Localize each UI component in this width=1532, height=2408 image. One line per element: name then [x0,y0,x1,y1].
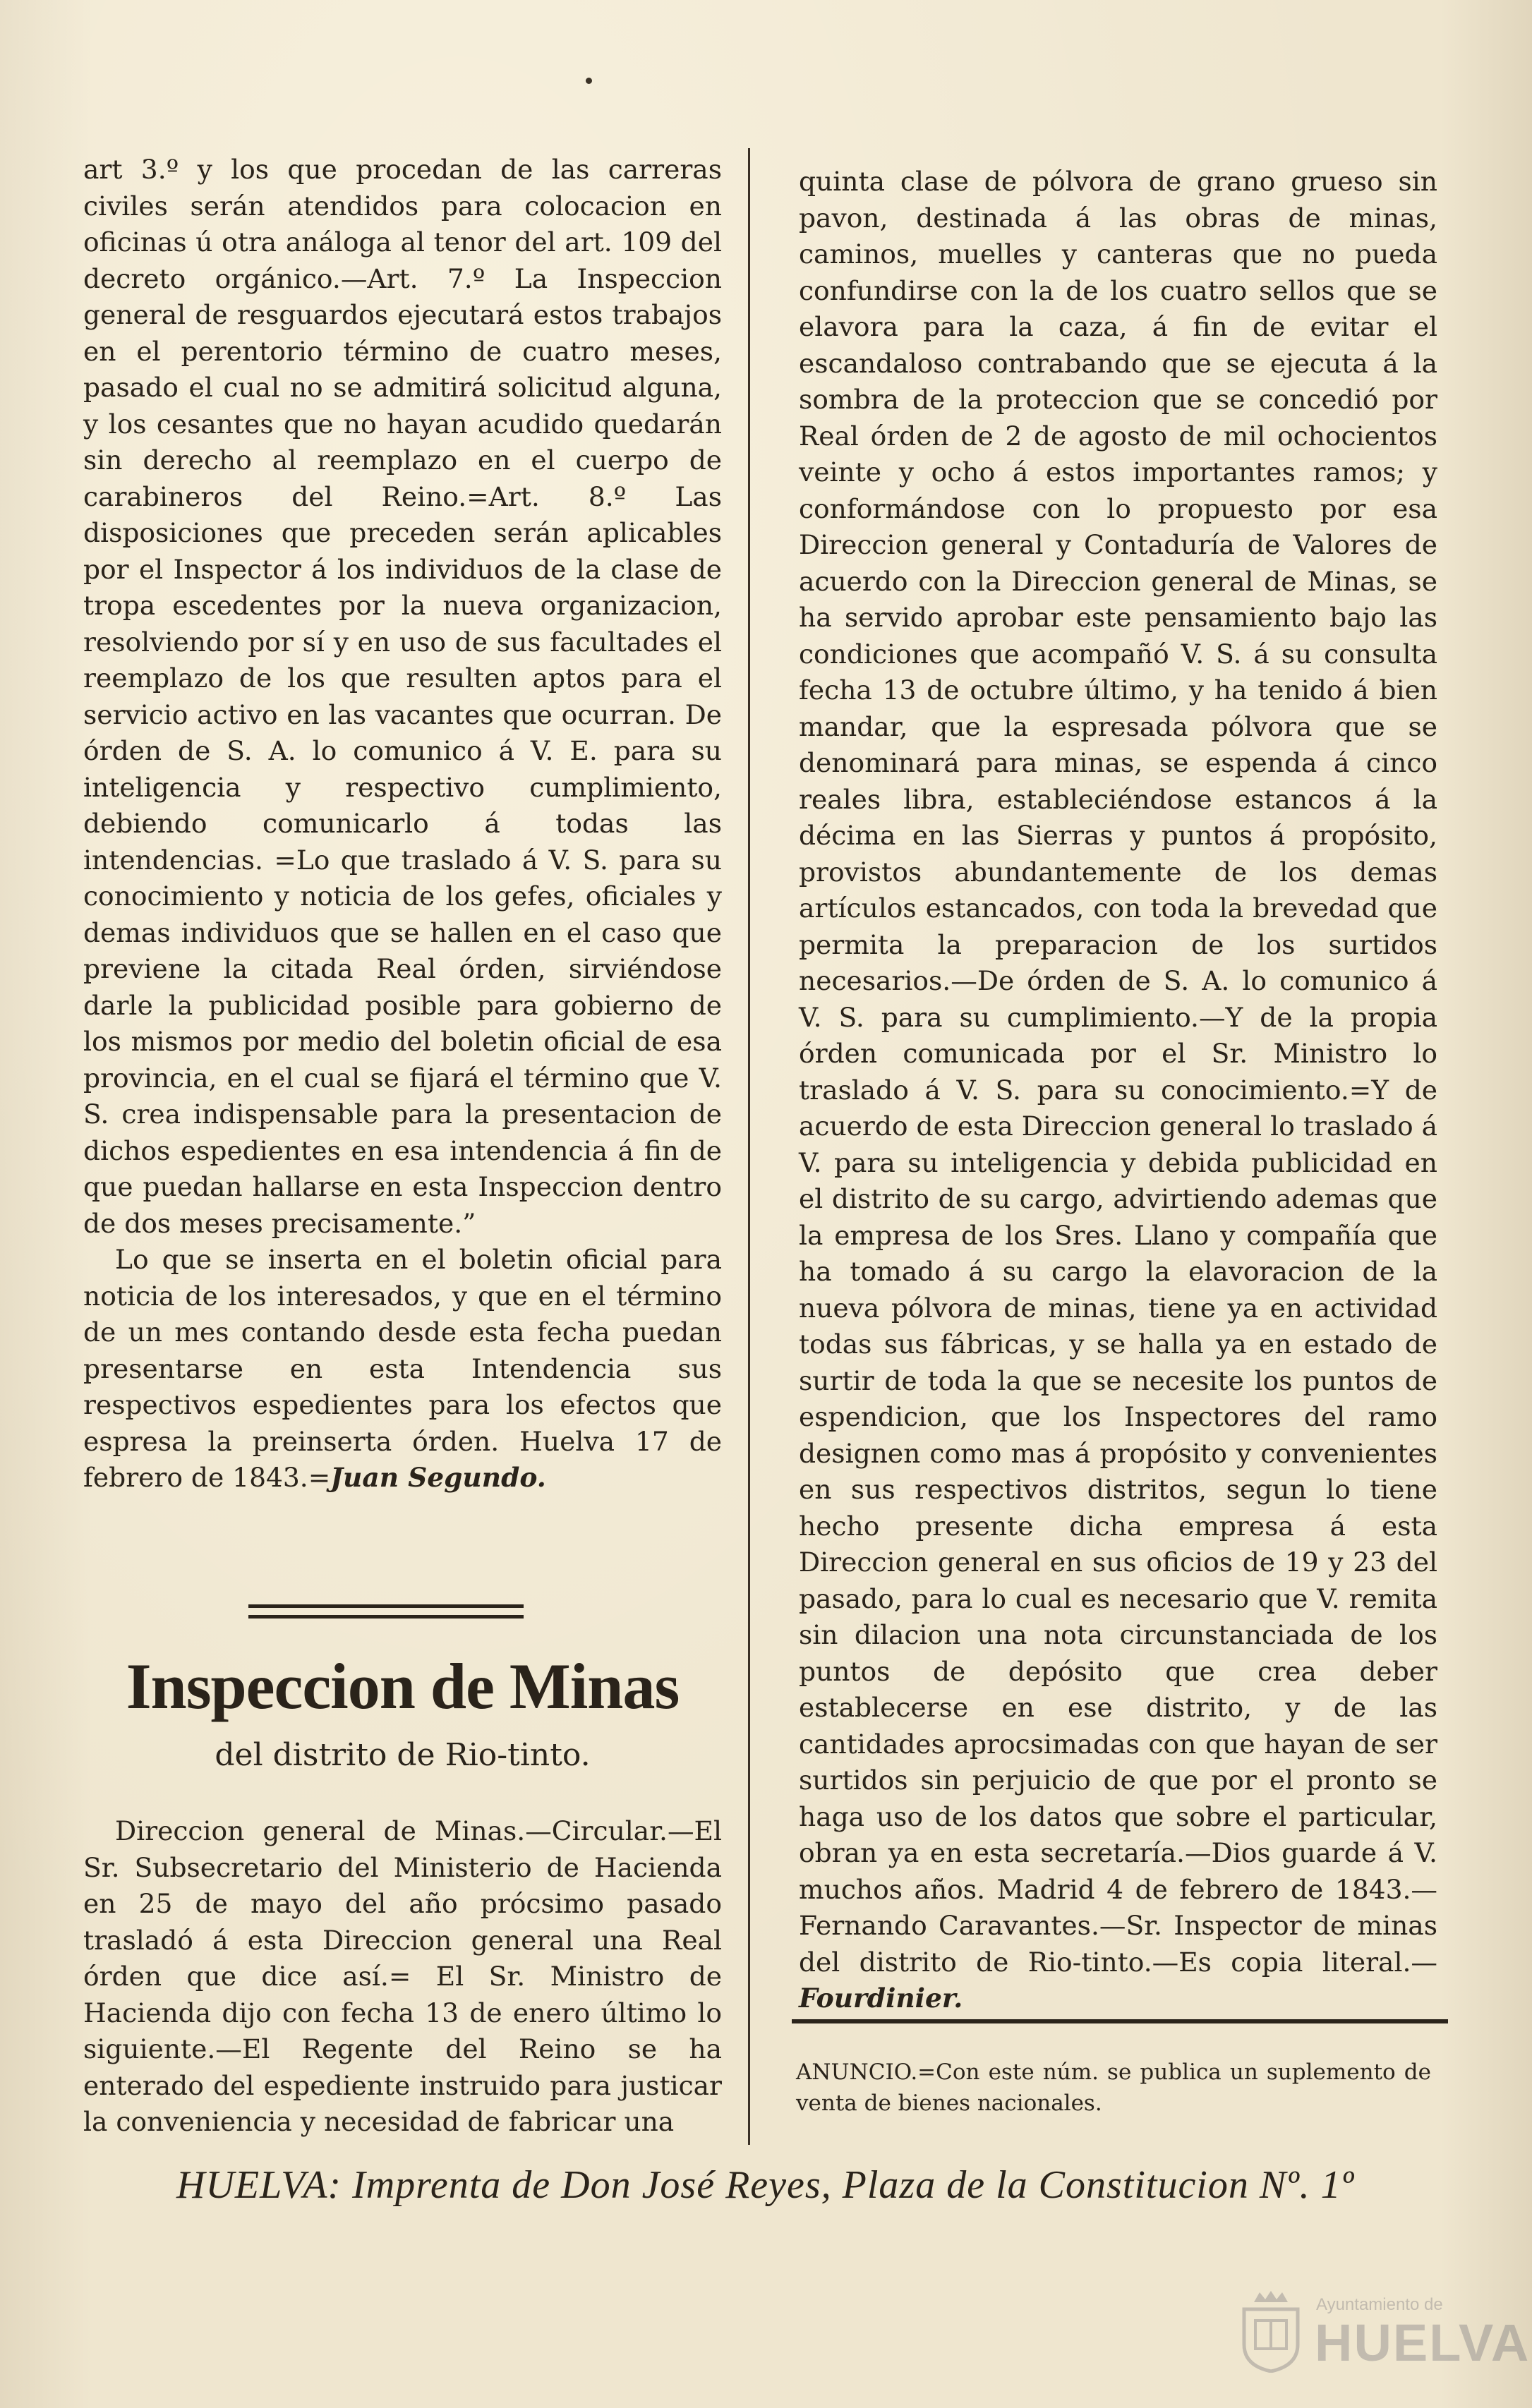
ink-dot [586,78,592,84]
right-paragraph-1 [799,164,1437,2017]
right-signature: Fourdinier. [799,1983,963,2014]
right-paragraph-1-text: quinta clase de pólvora de grano grueso sin pavon, destinada á las obras de minas, caminos, muelles y canteras que no pueda confundirse con la de los cuatro sellos que se elavora para la caza, á fin de evitar el escandaloso contrabando que se ejecuta á la sombra de la proteccion que se concedió por Real órden de 2 de agosto de mil ochocientos veinte y ocho á estos importantes ramos; y conformándose con lo propuesto por esa Direccion general y Contaduría de Valores de acuerdo con la Direccion general de Minas, se ha servido aprobar este pensamiento bajo las condiciones que acompañó V. S. á su consulta fecha 13 de octubre último, y ha tenido á bien mandar, que la espresada pólvora que se denominará para minas, se espenda á cinco reales libra, estableciéndose estancos á la décima en las Sierras y puntos á propósito, provistos abundantemente de los demas artículos estancados, con toda la brevedad que permita la preparacion de los surtidos necesarios.—De órden de S. A. lo comunico á V. S. para su cumplimiento.—Y de la propia órden comunicada por el Sr. Ministro lo traslado á V. S. para su conocimiento.=Y de acuerdo de esta Direccion general lo traslado á V. para su inteligencia y debida publicidad en el distrito de su cargo, advirtiendo ademas que la empresa de los Sres. Llano y compañía que ha tomado á su cargo la elavoracion de la nueva pólvora de minas, tiene ya en actividad todas sus fábricas, y se halla ya en estado de surtir de toda la que se necesite los puntos de espendicion, que los Inspectores del ramo designen como mas á propósito y convenientes en sus respectivos distritos, segun lo tiene hecho presente dicha empresa á esta Direccion general en sus oficios de 19 y 23 del pasado, para lo cual es necesario que V. remita sin dilacion una nota circunstanciada de los puntos de depósito que crea deber establecerse en ese distrito, y de las cantidades aprocsimadas con que hayan de ser surtidos sin perjuicio de que por el pronto se haga uso de los datos que sobre el particular, obran ya en esta secretaría.—Dios guarde á V. muchos años. Madrid 4 de febrero de 1843.—Fernando Caravantes.—Sr. Inspector de minas del distrito de Rio-tinto.—Es copia literal.— [799,166,1437,1978]
left-paragraph-2 [83,1242,722,1496]
watermark-line1: Ayuntamiento de [1316,2295,1443,2314]
right-column-rule [792,2019,1448,2023]
left-paragraph-2-text: Lo que se inserta en el boletin oficial para noticia de los interesados, y que en el término de un mes contando desde esta fecha puedan presentarse en esta Intendencia sus respectivos espedientes para los efectos que espresa la preinserta órden. Huelva 17 de febrero de 1843.= [83,1244,722,1493]
watermark-line2: HUELVA [1315,2313,1531,2372]
left-signature: Juan Segundo. [330,1462,546,1493]
left-paragraph-1: art 3.º y los que procedan de las carreras civiles serán atendidos para colocacion en oficinas ú otra análoga al tenor del art. 109 del decreto orgánico.—Art. 7.º La Inspeccion general de resguardos ejecutará estos trabajos en el perentorio término de cuatro meses, pasado el cual no se admitirá solicitud alguna, y los cesantes que no hayan acudido quedarán sin derecho al reemplazo en el cuerpo de carabineros del Reino.=Art. 8.º Las disposiciones que preceden serán aplicables por el Inspector á los individuos de la clase de tropa escedentes por la nueva organizacion, resolviendo por sí y en uso de sus facultades el reemplazo de los que resulten aptos para el servicio activo en las vacantes que ocurran. De órden de S. A. lo comunico á V. E. para su inteligencia y respectivo cumplimiento, debiendo comunicarlo á todas las intendencias. =Lo que traslado á V. S. para su conocimiento y noticia de los gefes, oficiales y demas individuos que se hallen en el caso que previene la citada Real órden, sirviéndose darle la publicidad posible para gobierno de los mismos por medio del boletin oficial de esa provincia, en el cual se fijará el término que V. S. crea indispensable para la presentacion de dichos espedientes en esa intendencia á fin de que puedan hallarse en esta Inspeccion dentro de dos meses precisamente.” [83,154,722,1239]
left-column-lower [83,1813,722,2141]
section-subtitle: del distrito de Rio-tinto. [215,1737,591,1773]
left-column [83,152,722,1496]
left-paragraph-3: Direccion general de Minas.—Circular.—El Sr. Subsecretario del Ministerio de Hacienda en 25 de mayo del año prócsimo pasado trasladó á esta Direccion general una Real órden que dice así.= El Sr. Ministro de Hacienda dijo con fecha 13 de enero último lo siguiente.—El Regente del Reino se ha enterado del espediente instruido para justicar la conveniencia y necesidad de fabricar una [83,1815,722,2137]
right-column [799,164,1437,2017]
double-rule-bottom [248,1615,524,1619]
section-title: Inspeccion de Minas [126,1650,680,1722]
city-crest-icon [1238,2289,1303,2373]
watermark [1238,2289,1531,2374]
announcement: ANUNCIO.=Con este núm. se publica un suplemento de venta de bienes nacionales. [796,2059,1431,2116]
double-rule-top [248,1604,524,1608]
footer-imprint: HUELVA: Imprenta de Don José Reyes, Plaza de la Constitucion Nº. 1º [176,2163,1354,2207]
column-divider [748,148,750,2145]
